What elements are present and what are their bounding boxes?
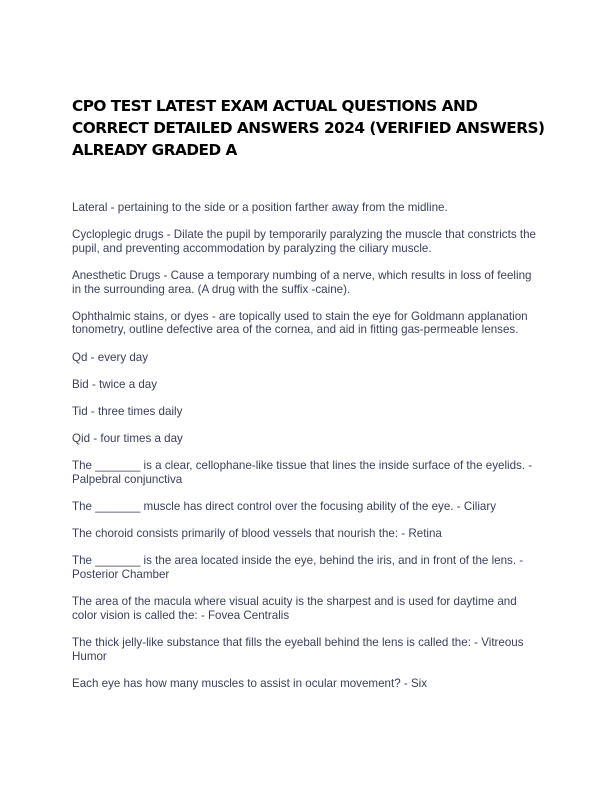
qa-item-ciliary: The _______ muscle has direct control over the focusing ability of the eye. - Ciliary xyxy=(72,500,497,514)
qa-item-posterior-chamber: The _______ is the area located inside the eye, behind the iris, and in front of the lens. - Posterior Chamber xyxy=(72,554,524,582)
qa-item-tid: Tid - three times daily xyxy=(72,404,183,418)
qa-item-fovea-centralis: The area of the macula where visual acuity is the sharpest and is used for daytime and color vision is called the: - Fovea Centralis xyxy=(72,595,517,622)
qa-item-bid: Bid - twice a day xyxy=(72,377,158,391)
qa-item-qd: Qd - every day xyxy=(72,350,149,364)
qa-item-ocular-muscles: Each eye has how many muscles to assist in ocular movement? - Six xyxy=(72,676,428,690)
qa-item-qid: Qid - four times a day xyxy=(72,432,183,446)
qa-item-palpebral-conjunctiva: The _______ is a clear, cellophane-like tissue that lines the inside surface of the eyelids. - Palpebral conjunctiva xyxy=(72,459,533,486)
qa-item-anesthetic-drugs: Anesthetic Drugs - Cause a temporary numbing of a nerve, which results in loss of feeling in the surrounding area. (A drug with the suffix -caine). xyxy=(72,268,532,296)
qa-list xyxy=(72,201,542,704)
qa-item-ophthalmic-stains: Ophthalmic stains, or dyes - are topically used to stain the eye for Goldmann applanation tonometry, outline defective area of the cornea, and aid in fitting gas-permeable lenses. xyxy=(72,309,528,337)
qa-item-lateral: Lateral - pertaining to the side or a position farther away from the midline. xyxy=(72,201,448,214)
qa-item-cycloplegic-drugs: Cycloplegic drugs - Dilate the pupil by temporarily paralyzing the muscle that constricts the pupil, and preventing accommodation by paralyzing the ciliary muscle. xyxy=(72,228,536,255)
qa-item-vitreous-humor: The thick jelly-like substance that fills the eyeball behind the lens is called the: - Vitreous Humor xyxy=(72,636,524,663)
document-title: CPO TEST LATEST EXAM ACTUAL QUESTIONS AND CORRECT DETAILED ANSWERS 2024 (VERIFIED ANSWERS) ALREADY GRADED A xyxy=(72,97,545,159)
qa-item-retina: The choroid consists primarily of blood vessels that nourish the: - Retina xyxy=(72,527,442,541)
